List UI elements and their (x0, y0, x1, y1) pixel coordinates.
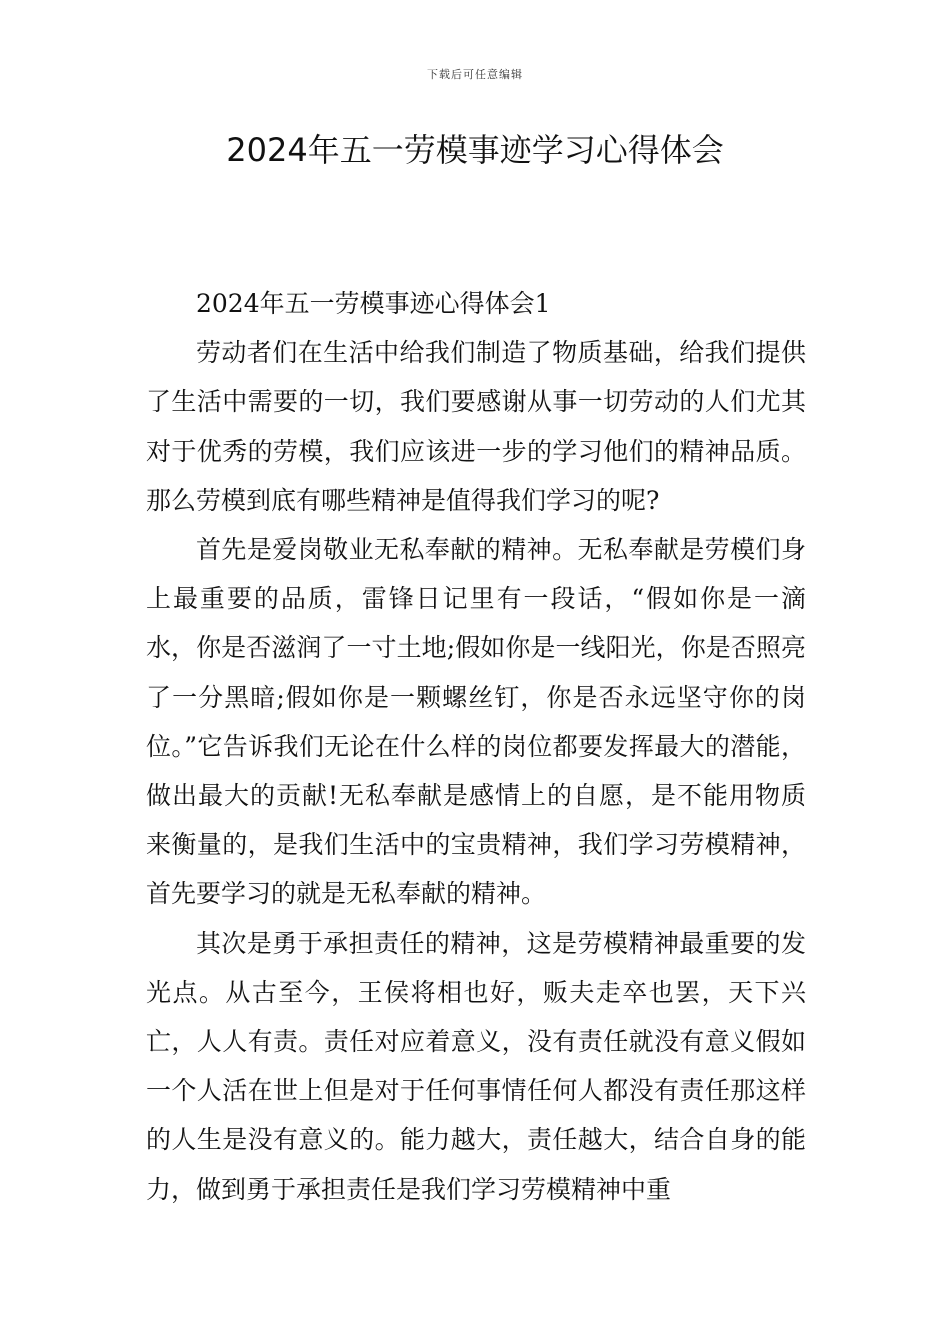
document-body (146, 279, 806, 1214)
header-note: 下载后可任意编辑 (427, 68, 523, 81)
paragraph-1: 劳动者们在生活中给我们制造了物质基础，给我们提供了生活中需要的一切，我们要感谢从事一切劳动的人们尤其对于优秀的劳模，我们应该进一步的学习他们的精神品质。那么劳模到底有哪些精神是值得我们学习的呢? (146, 338, 806, 515)
paragraph-3: 其次是勇于承担责任的精神，这是劳模精神最重要的发光点。从古至今，王侯将相也好，贩夫走卒也罢，天下兴亡，人人有责。责任对应着意义，没有责任就没有意义假如一个人活在世上但是对于任何事情任何人都没有责任那这样的人生是没有意义的。能力越大，责任越大，结合自身的能力，做到勇于承担责任是我们学习劳模精神中重 (146, 928, 806, 1204)
document-title: 2024年五一劳模事迹学习心得体会 (226, 131, 724, 169)
paragraph-2: 首先是爱岗敬业无私奉献的精神。无私奉献是劳模们身上最重要的品质，雷锋日记里有一段话，“假如你是一滴水，你是否滋润了一寸土地;假如你是一线阳光，你是否照亮了一分黑暗;假如你是一颗螺丝钉，你是否永远坚守你的岗位。”它告诉我们无论在什么样的岗位都要发挥最大的潜能，做出最大的贡献!无私奉献是感情上的自愿，是不能用物质来衡量的，是我们生活中的宝贵精神，我们学习劳模精神，首先要学习的就是无私奉献的精神。 (146, 535, 806, 909)
section-title: 2024年五一劳模事迹心得体会1 (196, 289, 551, 318)
